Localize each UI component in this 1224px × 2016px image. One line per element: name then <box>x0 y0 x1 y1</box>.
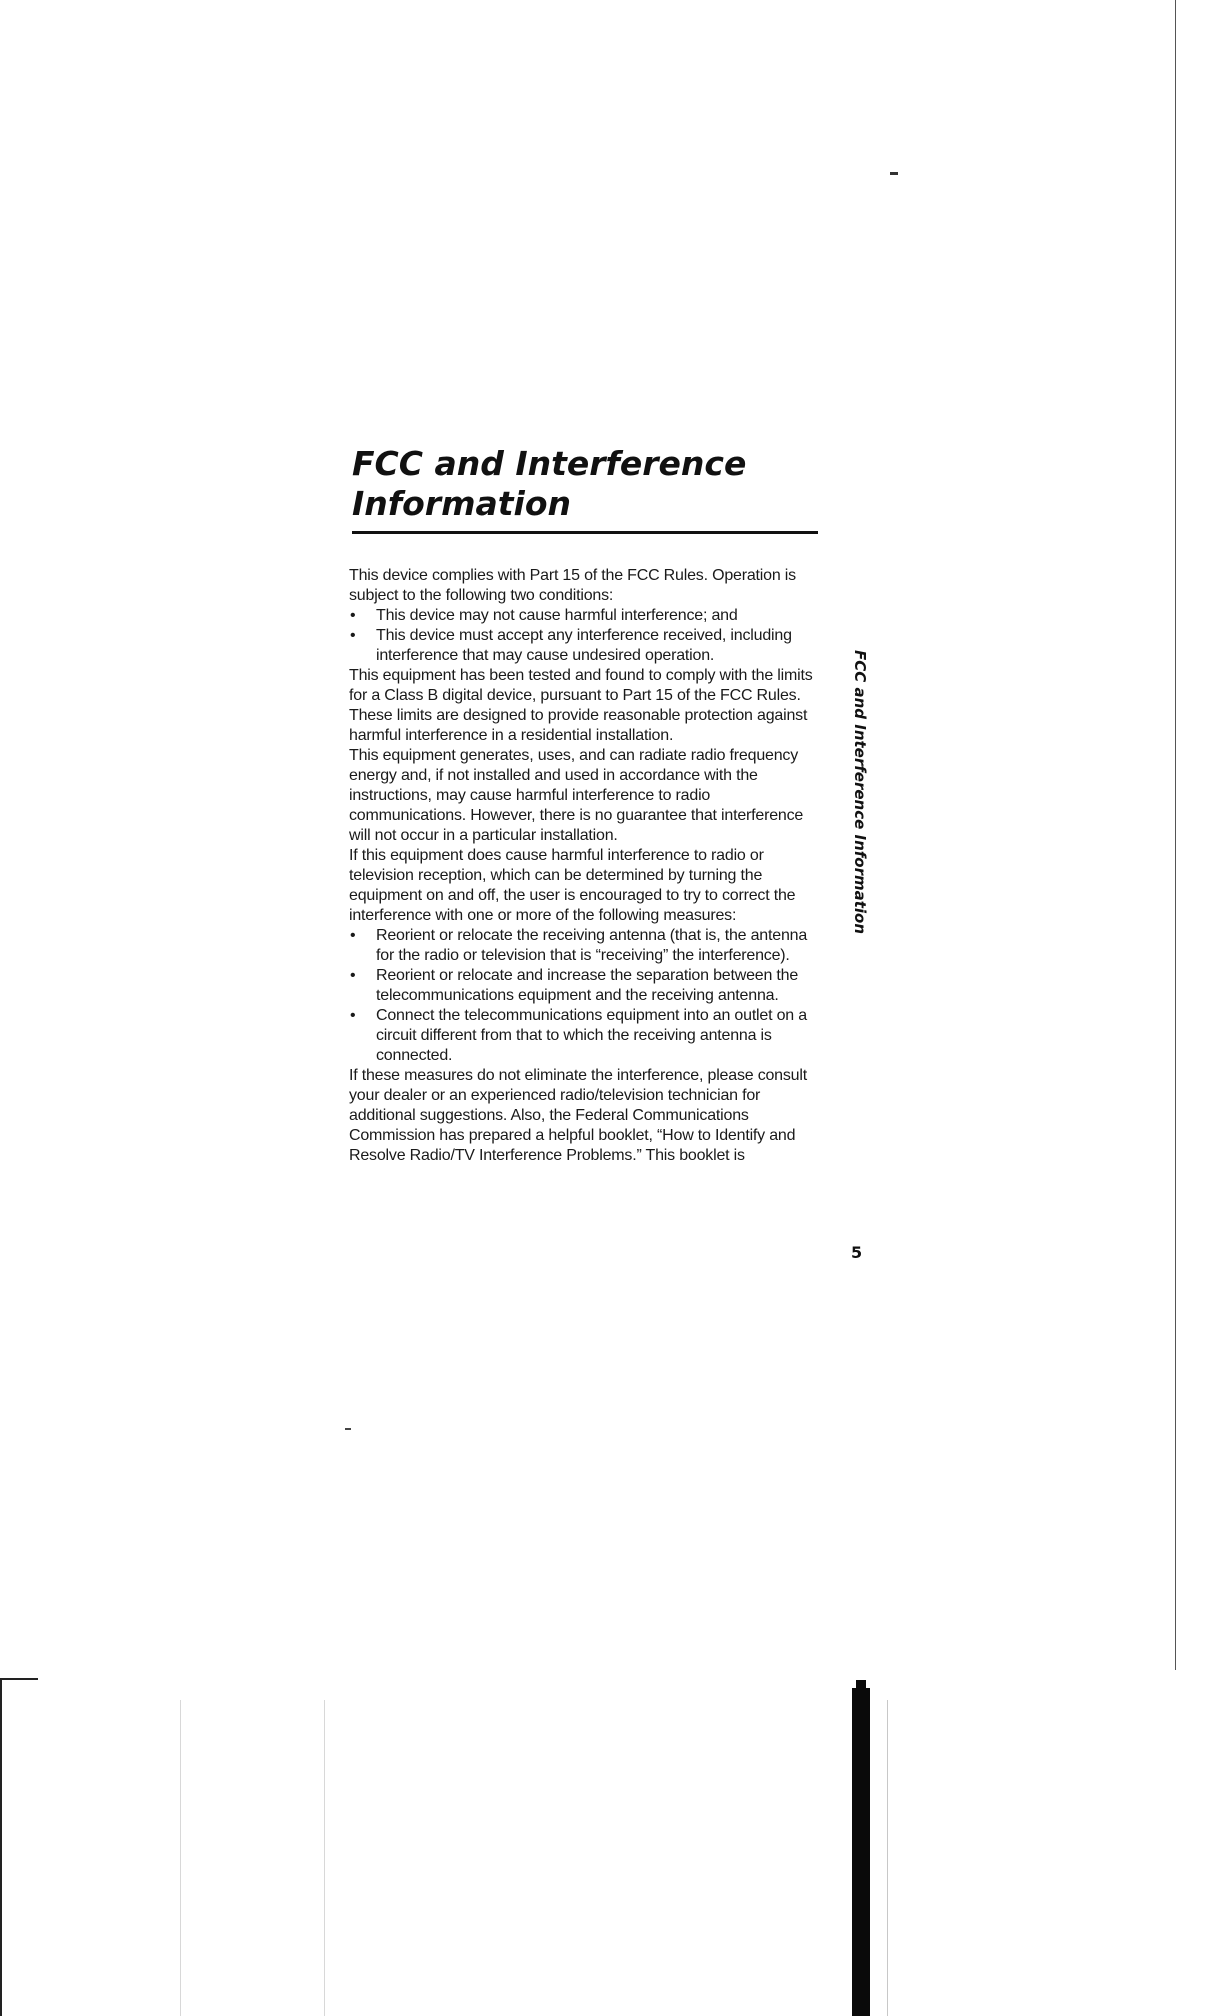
scan-edge-line-left <box>0 1678 2 2016</box>
page-title <box>352 444 822 524</box>
tested-paragraph: This equipment has been tested and found to comply with the limits for a Class B digital device, pursuant to Part 15 of the FCC Rules. These limits are designed to provide reasonable protection against harmful interference in a residential installation. <box>349 667 813 744</box>
title-divider <box>352 531 818 534</box>
scan-faint-line <box>180 1700 181 2016</box>
condition-item: • This device must accept any interference received, including interference that may cause undesired operation. <box>349 626 819 666</box>
measure-item: • Reorient or relocate and increase the separation between the telecommunications equipment and the receiving antenna. <box>349 966 819 1006</box>
page-title-line-1: FCC and Interference <box>352 444 747 483</box>
intro-paragraph: This device complies with Part 15 of the FCC Rules. Operation is subject to the following two conditions: <box>349 567 796 604</box>
scan-faint-line <box>887 1700 888 2016</box>
scan-edge-mark <box>0 1678 38 1680</box>
conditions-list <box>349 606 819 666</box>
page-number: 5 <box>851 1243 863 1262</box>
measure-item: • Connect the telecommunications equipment into an outlet on a circuit different from that to which the receiving antenna is connected. <box>349 1006 819 1066</box>
scan-speck <box>890 172 898 175</box>
scan-speck <box>345 1428 351 1430</box>
page-title-line-2: Information <box>352 484 571 523</box>
scan-black-bar <box>852 1688 870 2016</box>
side-running-header: FCC and Interference Information <box>851 650 869 935</box>
generates-paragraph: This equipment generates, uses, and can radiate radio frequency energy and, if not installed and used in accordance with the instructions, may cause harmful interference to radio communications. However, there is no guarantee that interference will not occur in a particular installation. <box>349 747 804 844</box>
final-paragraph: If these measures do not eliminate the interference, please consult your dealer or an experienced radio/television technician for additional suggestions. Also, the Federal Communications Commission has prepared a helpful booklet, “How to Identify and Resolve Radio/TV Interference Problems.” This booklet is <box>349 1067 807 1164</box>
measures-list <box>349 926 819 1066</box>
if-interference-paragraph: If this equipment does cause harmful interference to radio or television reception, which can be determined by turning the equipment on and off, the user is encouraged to try to correct the interference with one or more of the following measures: <box>349 847 796 924</box>
scan-faint-line <box>324 1700 325 2016</box>
scan-edge-line <box>1175 0 1176 1670</box>
measure-item: • Reorient or relocate the receiving antenna (that is, the antenna for the radio or television that is “receiving” the interference). <box>349 926 819 966</box>
body-text <box>349 566 819 1166</box>
condition-item: • This device may not cause harmful interference; and <box>349 606 819 626</box>
